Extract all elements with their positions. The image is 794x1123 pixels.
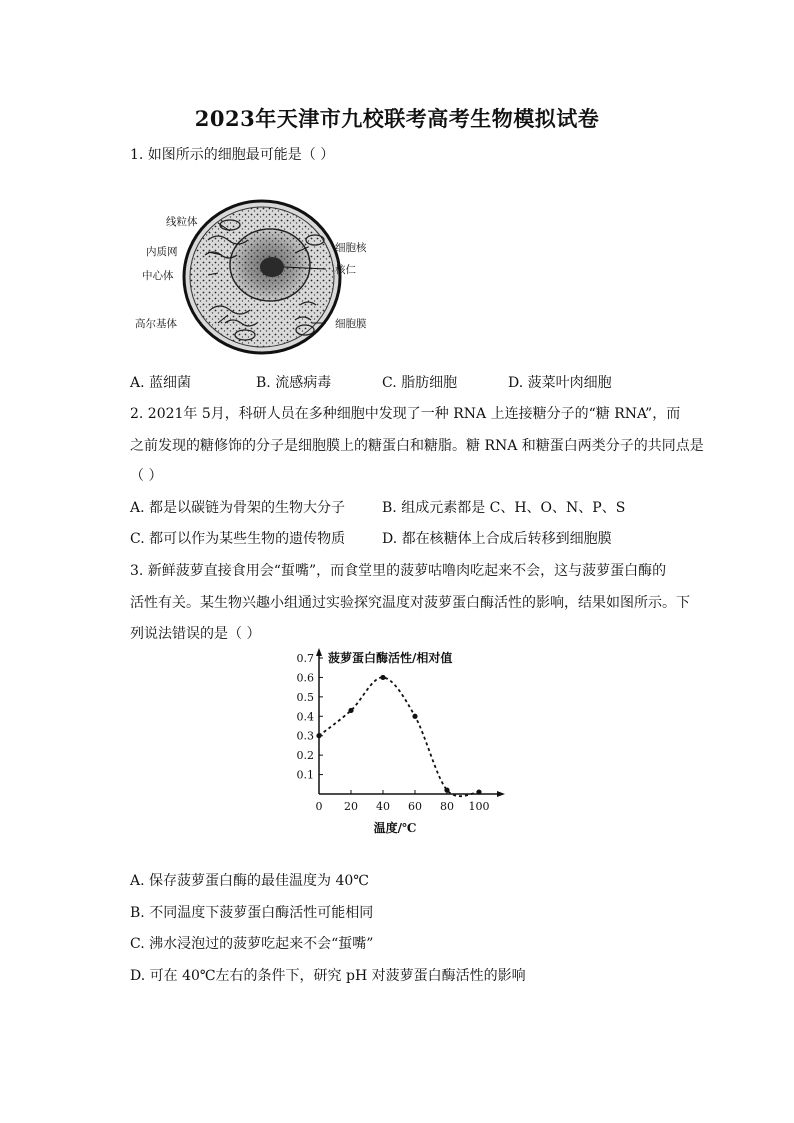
x-tick-label: 20	[344, 800, 358, 813]
x-axis-label: 温度/℃	[373, 821, 417, 835]
data-point	[444, 788, 449, 793]
x-axis-arrow	[497, 791, 505, 797]
data-point	[316, 733, 321, 738]
label-nucleolus: 核仁	[335, 264, 356, 276]
y-axis-arrow	[316, 648, 322, 656]
y-tick-label: 0.1	[296, 768, 314, 782]
q2-option-b: B. 组成元素都是 C、H、O、N、P、S	[382, 500, 626, 516]
x-tick-label: 80	[440, 800, 454, 813]
page-title: 2023年天津市九校联考高考生物模拟试卷	[194, 106, 600, 131]
q3-stem-line1: 3. 新鲜菠萝直接食用会“蜇嘴”，而食堂里的菠萝咕噜肉吃起来不会，这与菠萝蛋白酶的	[130, 563, 667, 579]
enzyme-activity-chart	[290, 646, 510, 838]
y-tick-label: 0.5	[296, 690, 314, 704]
q3-stem-line2: 活性有关。某生物兴趣小组通过实验探究温度对菠萝蛋白酶活性的影响，结果如图所示。下	[130, 595, 690, 611]
x-tick-label: 0	[315, 800, 323, 813]
y-tick-label: 0.2	[296, 749, 314, 763]
data-point	[380, 675, 385, 680]
q2-option-d: D. 都在核糖体上合成后转移到细胞膜	[382, 531, 612, 547]
q1-option-b: B. 流感病毒	[256, 375, 332, 391]
y-tick-label: 0.4	[296, 710, 314, 724]
label-mitochondria: 线粒体	[166, 216, 198, 228]
label-nucleus: 细胞核	[335, 242, 367, 254]
q2-option-c: C. 都可以作为某些生物的遗传物质	[130, 531, 346, 547]
q1-option-d: D. 菠菜叶肉细胞	[508, 375, 612, 391]
q3-option-a: A. 保存菠萝蛋白酶的最佳温度为 40℃	[130, 873, 369, 889]
q1-option-c: C. 脂肪细胞	[382, 375, 458, 391]
data-point	[476, 789, 481, 794]
label-er: 内质网	[146, 246, 178, 258]
q2-stem-line3: （ ）	[130, 468, 163, 484]
data-point	[348, 708, 353, 713]
x-tick-label: 100	[468, 800, 490, 813]
q3-option-c: C. 沸水浸泡过的菠萝吃起来不会“蜇嘴”	[130, 936, 374, 952]
y-tick-label: 0.7	[296, 652, 314, 665]
q3-option-d: D. 可在 40℃左右的条件下，研究 pH 对菠萝蛋白酶活性的影响	[130, 968, 526, 984]
y-axis-label: 菠萝蛋白酶活性/相对值	[328, 651, 453, 665]
q1-stem: 1. 如图所示的细胞最可能是（ ）	[130, 147, 335, 163]
label-membrane: 细胞膜	[335, 318, 367, 330]
q1-option-a: A. 蓝细菌	[130, 375, 192, 391]
label-golgi: 高尔基体	[135, 318, 177, 330]
q2-stem-line2: 之前发现的糖修饰的分子是细胞膜上的糖蛋白和糖脂。糖 RNA 和糖蛋白两类分子的共同点是	[130, 438, 704, 454]
x-tick-label: 40	[376, 800, 390, 813]
data-point	[412, 714, 417, 719]
y-tick-label: 0.6	[296, 671, 314, 685]
y-tick-label: 0.3	[296, 729, 314, 743]
q3-stem-line3: 列说法错误的是（ ）	[130, 626, 261, 642]
q3-option-b: B. 不同温度下菠萝蛋白酶活性可能相同	[130, 905, 374, 921]
x-tick-label: 60	[408, 800, 422, 813]
q2-stem-line1: 2. 2021年 5月，科研人员在多种细胞中发现了一种 RNA 上连接糖分子的“糖 RNA”，而	[130, 406, 681, 422]
q2-option-a: A. 都是以碳链为骨架的生物大分子	[130, 500, 346, 516]
label-centrosome: 中心体	[142, 270, 174, 282]
cell-diagram	[130, 195, 375, 360]
activity-curve	[319, 677, 479, 796]
